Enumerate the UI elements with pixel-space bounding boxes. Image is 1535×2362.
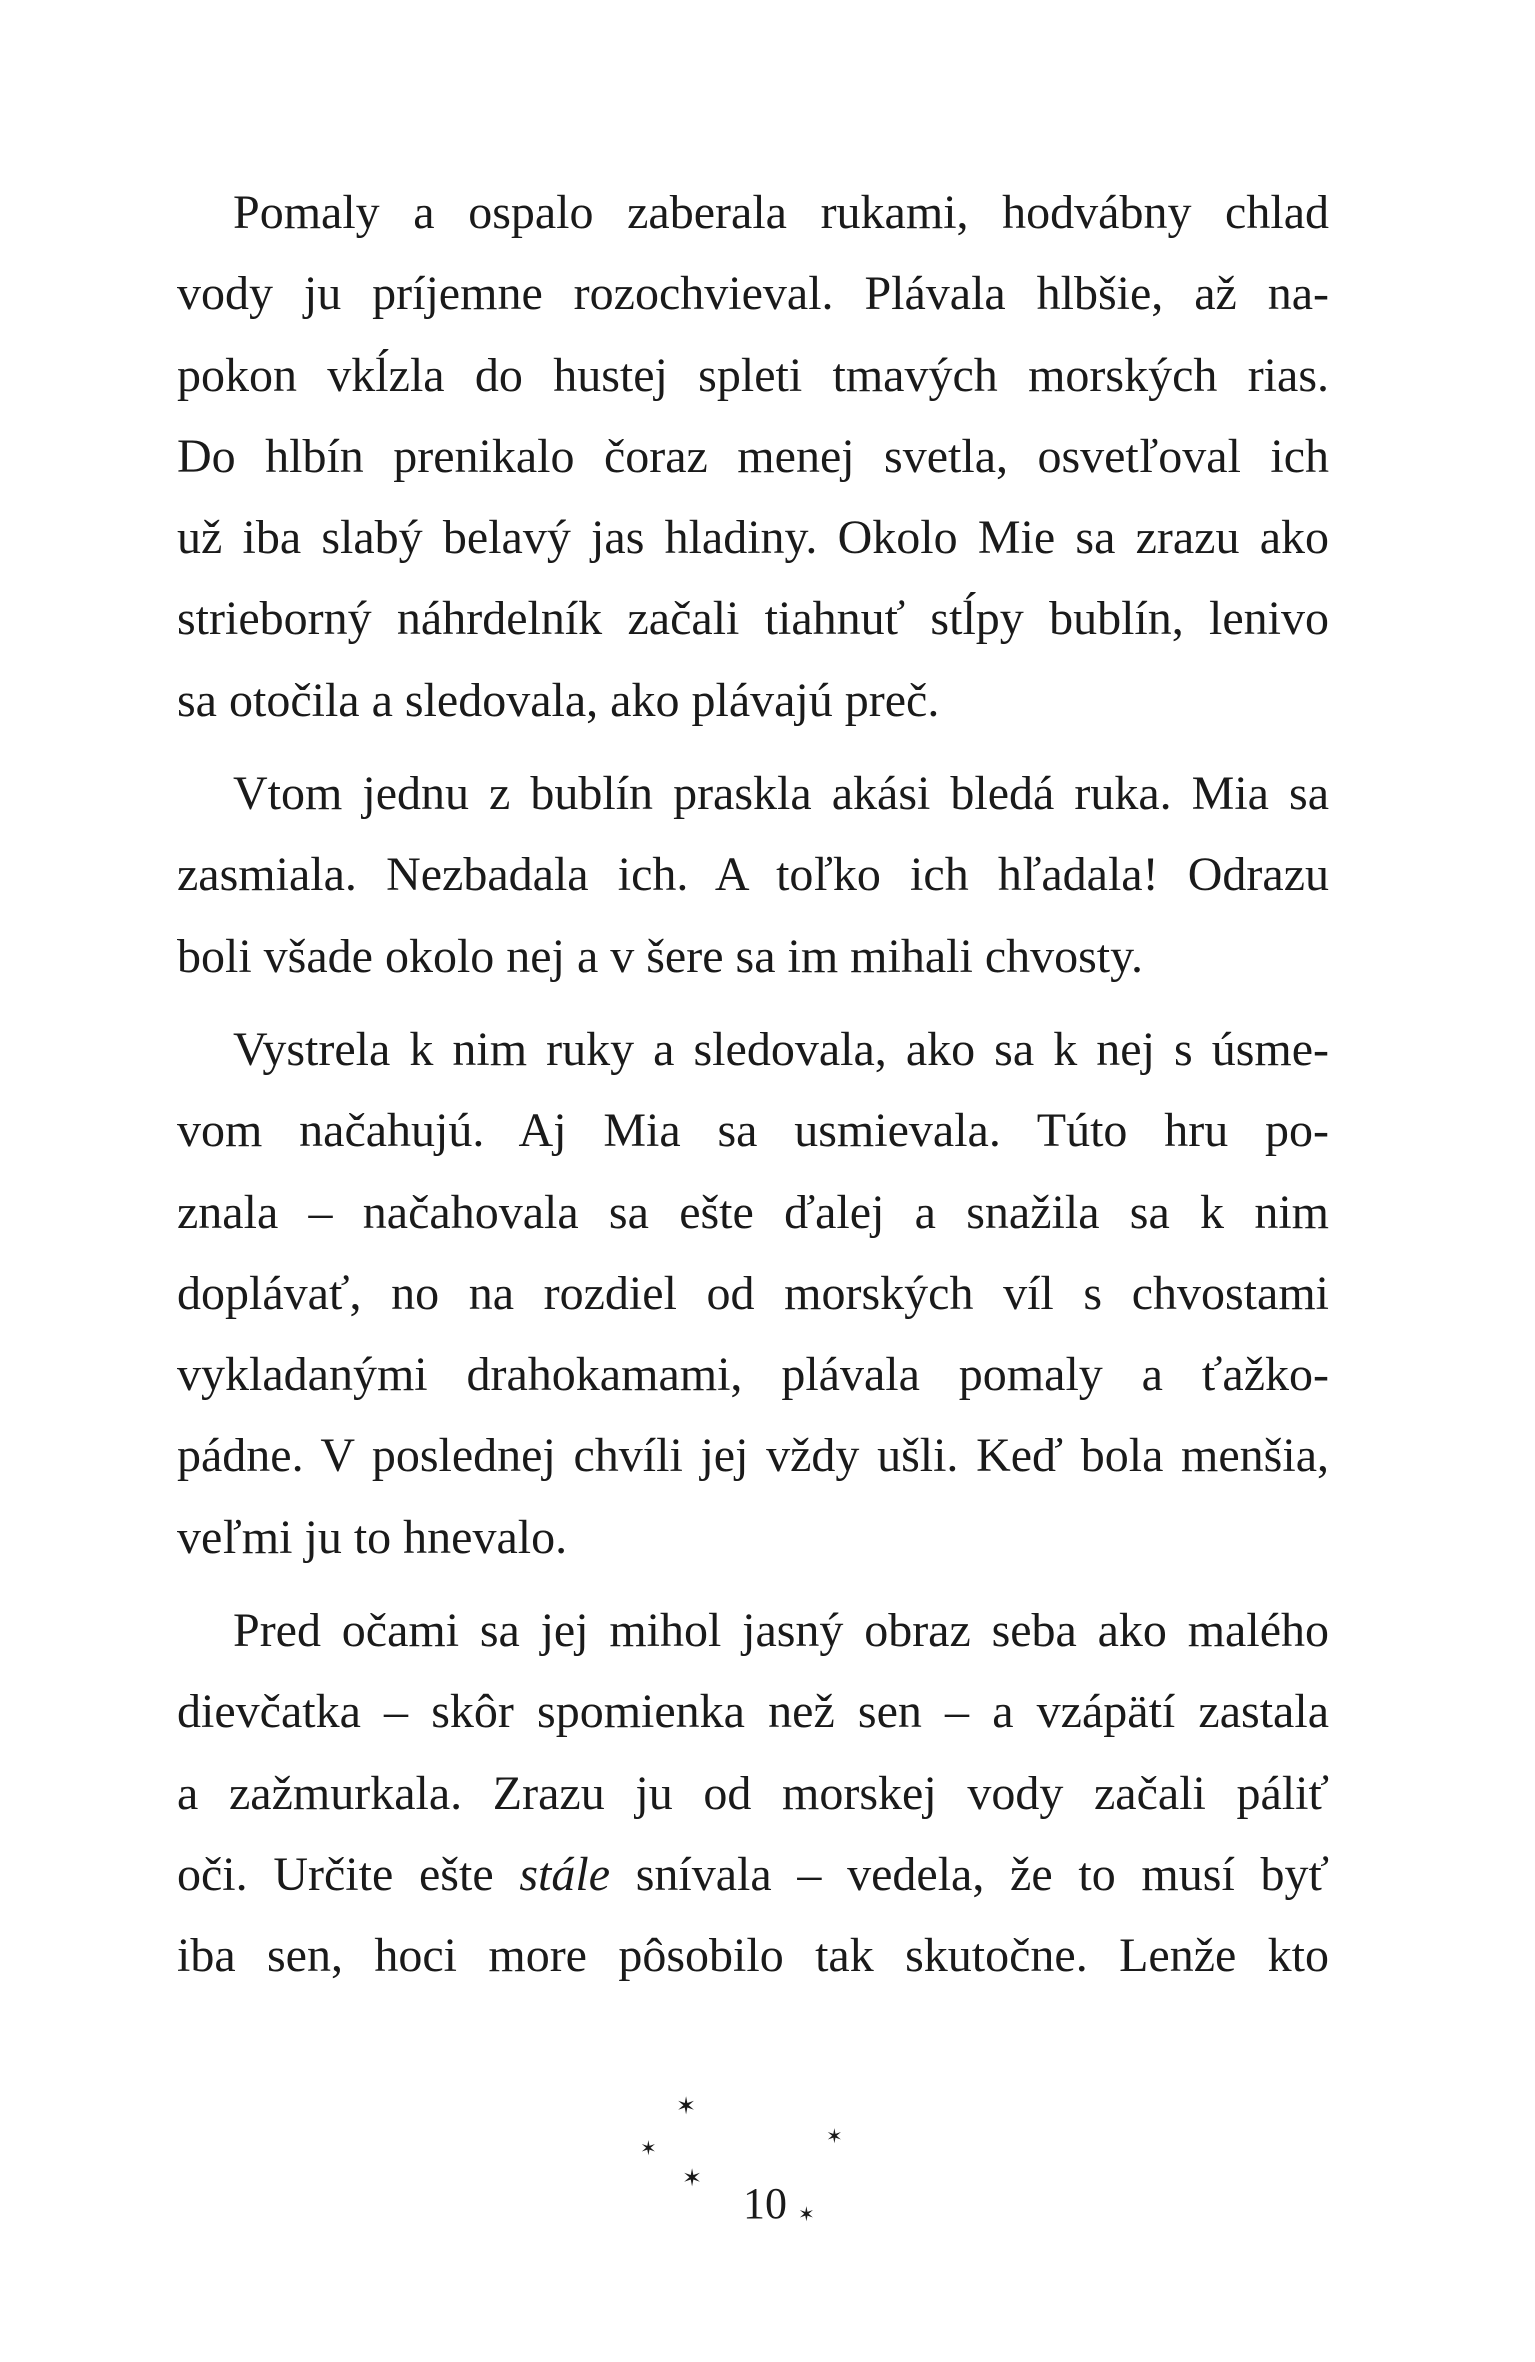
text-line: znala – načahovala sa ešte ďalej a snažila sa k nim [177, 1185, 1329, 1239]
text-line: pokon vkĺzla do hustej spleti tmavých morských rias. [177, 348, 1329, 402]
text-line: už iba slabý belavý jas hladiny. Okolo Mie sa zrazu ako [177, 511, 1329, 565]
page-footer [0, 2090, 1535, 2240]
paragraph-2 [177, 753, 1329, 997]
text-line: Vystrela k nim ruky a sledovala, ako sa k nej s úsme- [233, 1022, 1329, 1076]
text-line: iba sen, hoci more pôsobilo tak skutočne. Lenže kto [177, 1929, 1329, 1983]
star-icon: ✶ [676, 2092, 697, 2120]
text-line: dievčatka – skôr spomienka než sen – a vzápätí zastala [177, 1685, 1329, 1739]
paragraph-3 [177, 1009, 1329, 1578]
text-run: snívala – vedela, že to musí byť [610, 1847, 1330, 1901]
text-line: Do hlbín prenikalo čoraz menej svetla, osvetľoval ich [177, 429, 1329, 483]
star-icon: ✶ [826, 2124, 843, 2148]
text-line: boli všade okolo nej a v šere sa im mihali chvosty. [177, 929, 1144, 983]
text-line: sa otočila a sledovala, ako plávajú preč. [177, 673, 940, 727]
text-line: a zažmurkala. Zrazu ju od morskej vody začali páliť [177, 1766, 1329, 1820]
text-line: strieborný náhrdelník začali tiahnuť stĺpy bublín, lenivo [177, 592, 1329, 646]
text-line: vom načahujú. Aj Mia sa usmievala. Túto hru po- [177, 1104, 1329, 1158]
star-icon: ✶ [682, 2164, 703, 2192]
text-line: vykladanými drahokamami, plávala pomaly a ťažko- [177, 1348, 1329, 1402]
page-text [177, 172, 1329, 2009]
text-line: veľmi ju to hnevalo. [177, 1510, 568, 1564]
text-run: oči. Určite ešte [177, 1847, 520, 1901]
star-icon: ✶ [798, 2202, 815, 2226]
text-line: doplávať, no na rozdiel od morských víl s chvostami [177, 1266, 1329, 1320]
text-line: Pred očami sa jej mihol jasný obraz seba ako malého [233, 1604, 1329, 1658]
paragraph-4 [177, 1590, 1329, 1996]
text-line: pádne. V poslednej chvíli jej vždy ušli. Keď bola menšia, [177, 1429, 1329, 1483]
paragraph-1 [177, 172, 1329, 741]
text-line: Pomaly a ospalo zaberala rukami, hodvábny chlad [233, 186, 1329, 239]
emphasis-text: stále [519, 1847, 610, 1901]
text-line [177, 1834, 1329, 1915]
star-icon: ✶ [640, 2136, 657, 2160]
page-number: 10 [743, 2179, 787, 2228]
text-line: vody ju príjemne rozochvieval. Plávala hlbšie, až na- [177, 267, 1329, 321]
text-line: zasmiala. Nezbadala ich. A toľko ich hľadala! Odrazu [177, 848, 1329, 902]
text-line: Vtom jednu z bublín praskla akási bledá ruka. Mia sa [233, 767, 1329, 821]
